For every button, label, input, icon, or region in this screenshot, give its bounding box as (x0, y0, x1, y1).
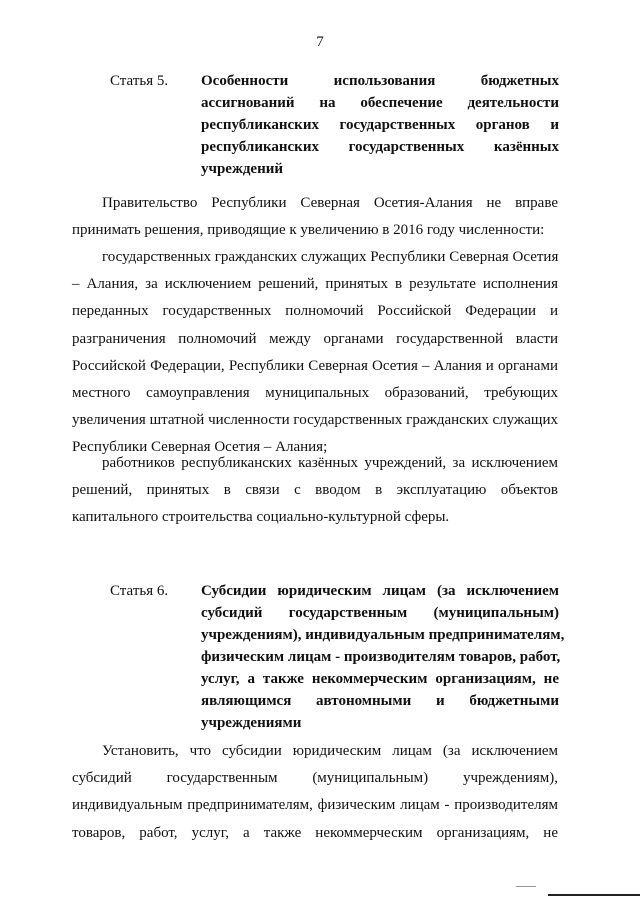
text-line: Российской Федерации, Республики Северная Осетия – Алания и органами (72, 357, 558, 374)
text-line: местного самоуправления муниципальных образований, требующих (72, 385, 558, 402)
text-line: капитального строительства социально-культурной сферы. (72, 509, 450, 526)
text-line: Правительство Республики Северная Осетия-Алания не вправе (102, 195, 558, 211)
text-line: индивидуальным предпринимателям, физическим лицам - производителям (72, 797, 558, 814)
article-5-paragraph-2 (72, 244, 558, 462)
text-line: – Алания, за исключением решений, принятых в результате исполнения (72, 276, 558, 293)
text-line: принимать решения, приводящие к увеличению в 2016 году численности: (72, 222, 545, 239)
text-line: решений, принятых в связи с вводом в эксплуатацию объектов (72, 482, 558, 499)
text-line: разграничения полномочий между органами государственной власти (72, 330, 558, 347)
text-line: увеличения штатной численности государственных гражданских служащих (72, 412, 558, 429)
title-line: республиканских государственных органов и (201, 117, 559, 133)
title-line: Особенности использования бюджетных (201, 73, 559, 89)
article-6-paragraph-1 (72, 738, 558, 847)
title-line: республиканских государственных казённых (201, 139, 559, 155)
article-title (201, 70, 559, 180)
footer-rule (548, 894, 640, 896)
text-line: государственных гражданских служащих Республики Северная Осетия (102, 249, 559, 265)
title-line: услуг, а также некоммерческим организациям, не (201, 671, 559, 687)
article-title (201, 580, 565, 734)
title-line: Субсидии юридическим лицам (за исключением (201, 583, 559, 599)
article-label: Статья 6. (110, 583, 169, 599)
footer-dash (516, 886, 536, 887)
title-line: физическим лицам - производителям товаров, работ, (201, 649, 561, 665)
page-number: 7 (316, 34, 324, 50)
text-line: субсидий государственным (муниципальным) учреждениям), (72, 770, 558, 787)
title-line: ассигнований на обеспечение деятельности (201, 95, 559, 111)
text-line: работников республиканских казённых учреждений, за исключением (102, 455, 558, 471)
text-line: переданных государственных полномочий Российской Федерации и (72, 303, 558, 320)
article-5-paragraph-3 (72, 450, 558, 532)
title-line: учреждениями (201, 715, 302, 731)
title-line: учреждениям), индивидуальным предпринимателям, (201, 627, 565, 643)
title-line: субсидий государственным (муниципальным) (201, 605, 559, 621)
text-line: Установить, что субсидии юридическим лицам (за исключением (102, 743, 558, 759)
title-line: являющимся автономными и бюджетными (201, 693, 559, 709)
title-line: учреждений (201, 161, 284, 177)
text-line: Республики Северная Осетия – Алания; (72, 439, 328, 456)
text-line: товаров, работ, услуг, а также некоммерческим организациям, не (72, 824, 558, 841)
article-5-paragraph-1 (72, 190, 558, 244)
article-label: Статья 5. (110, 73, 169, 89)
